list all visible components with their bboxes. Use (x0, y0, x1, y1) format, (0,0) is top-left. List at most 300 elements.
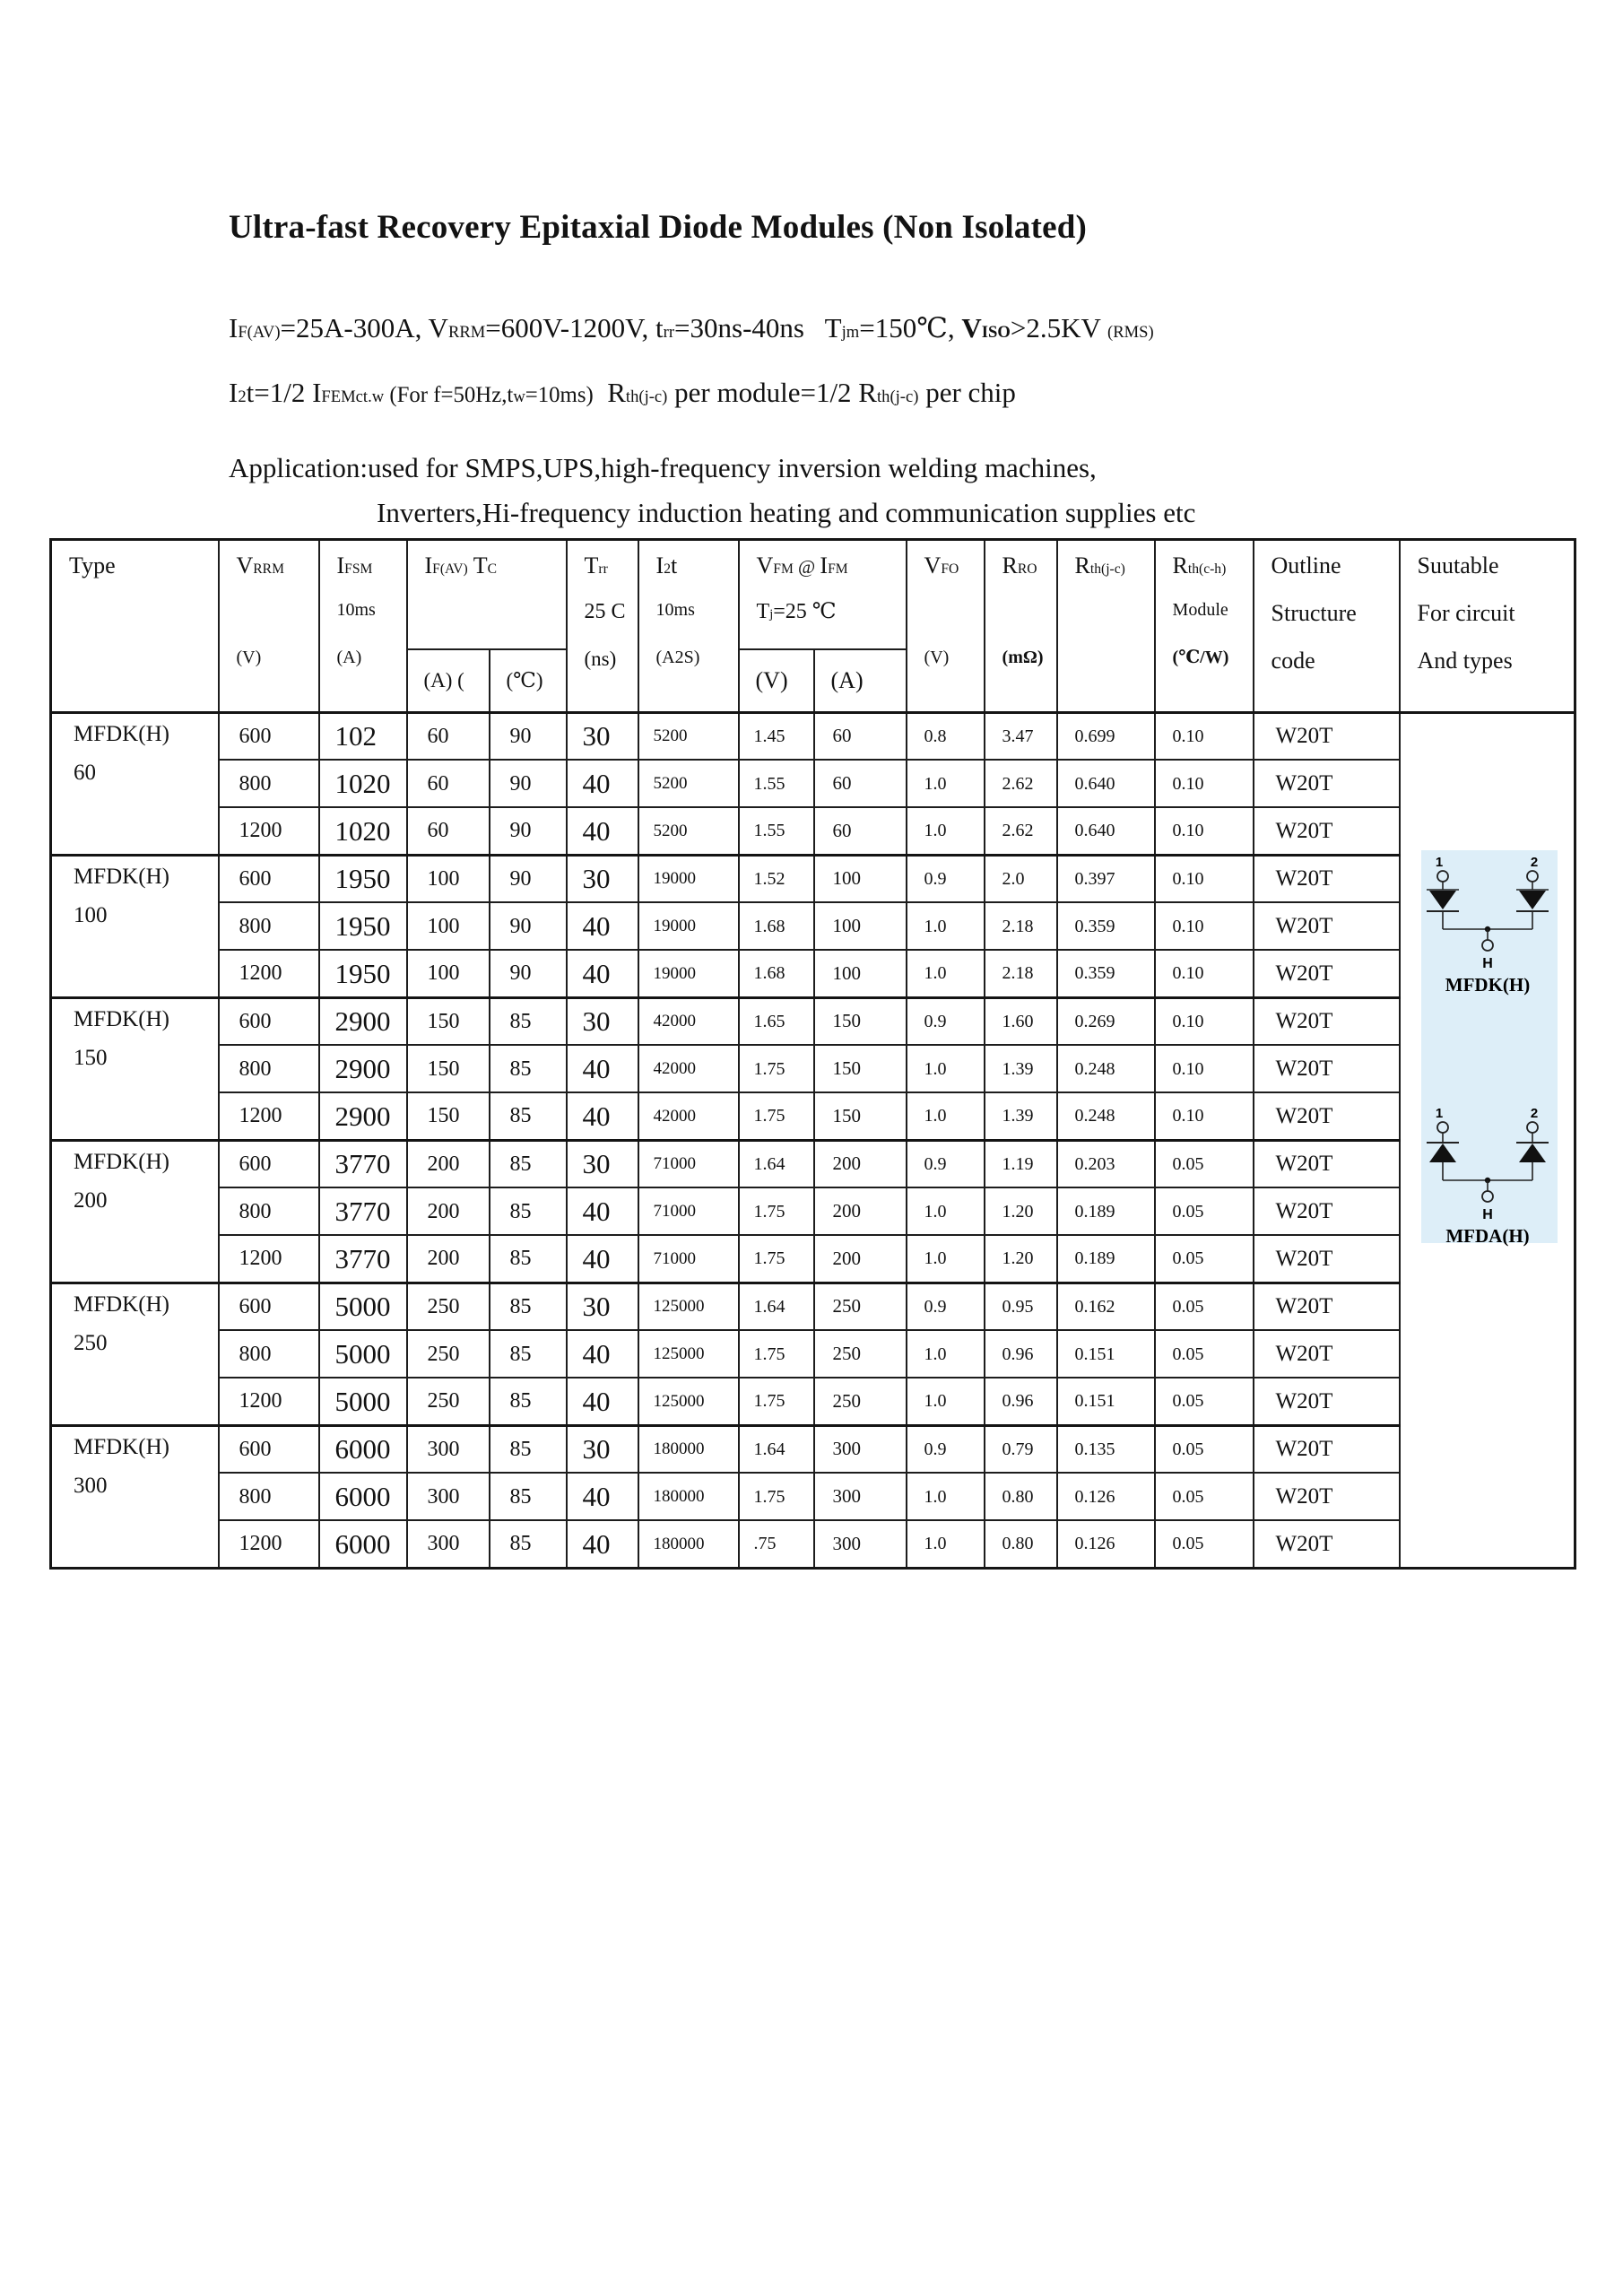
cell-vrrm: 800 (219, 760, 319, 807)
cell-i2t: 71000 (638, 1235, 739, 1283)
type-name: MFDK(H) (74, 864, 169, 889)
cell-rthjc: 0.248 (1057, 1045, 1155, 1092)
cell-i2t: 42000 (638, 997, 739, 1045)
cell-ifav: 60 (407, 760, 490, 807)
cell-code: W20T (1254, 997, 1400, 1045)
cell-rro: 2.18 (985, 902, 1057, 950)
column-header-outline-code: Outline Structure code (1254, 540, 1400, 713)
cell-trr: 40 (567, 1520, 638, 1568)
cell-vfm: 1.75 (739, 1330, 814, 1378)
type-size: 60 (74, 760, 96, 785)
cell-trr: 40 (567, 1378, 638, 1425)
cell-i2t: 125000 (638, 1283, 739, 1330)
cell-rthch: 0.10 (1155, 902, 1254, 950)
cell-i2t: 5200 (638, 760, 739, 807)
type-name: MFDK(H) (74, 1006, 169, 1031)
cell-vfo: 1.0 (907, 1092, 985, 1140)
cell-ifsm: 5000 (319, 1378, 407, 1425)
cell-ifav: 200 (407, 1187, 490, 1235)
cell-rro: 0.80 (985, 1473, 1057, 1520)
type-name: MFDK(H) (74, 721, 169, 746)
cell-rro: 1.60 (985, 997, 1057, 1045)
diagram-caption: MFDK(H) (1445, 974, 1531, 996)
cell-ifsm: 6000 (319, 1425, 407, 1473)
cell-tc: 85 (490, 1235, 567, 1283)
subheader-vfm-unit: (V) (739, 649, 814, 712)
cell-tc: 85 (490, 1473, 567, 1520)
cell-rthjc: 0.151 (1057, 1330, 1155, 1378)
cell-i2t: 5200 (638, 807, 739, 855)
type-name: MFDK(H) (74, 1434, 169, 1459)
column-header-vfo: VFO (V) (907, 540, 985, 713)
cell-tc: 90 (490, 855, 567, 902)
cell-rro: 0.96 (985, 1330, 1057, 1378)
cell-vfm: 1.68 (739, 902, 814, 950)
column-header-trr: Trr 25 C (ns) (567, 540, 638, 713)
cell-ifav: 150 (407, 997, 490, 1045)
table-row (51, 1425, 1575, 1473)
cell-ifsm: 1950 (319, 902, 407, 950)
cell-ifsm: 1020 (319, 760, 407, 807)
terminal-2-label: 2 (1530, 855, 1539, 870)
cell-ifsm: 102 (319, 712, 407, 760)
type-name: MFDK(H) (74, 1149, 169, 1174)
cell-rthjc: 0.126 (1057, 1473, 1155, 1520)
cell-code: W20T (1254, 855, 1400, 902)
table-row (51, 1092, 1575, 1140)
cell-ifm: 150 (814, 1045, 907, 1092)
cell-ifm: 100 (814, 950, 907, 997)
subheader-ifav-unit: (A) ( (407, 649, 490, 712)
cell-ifsm: 6000 (319, 1473, 407, 1520)
table-row (51, 712, 1575, 760)
cell-tc: 90 (490, 807, 567, 855)
cell-ifav: 200 (407, 1235, 490, 1283)
cell-vfm: 1.68 (739, 950, 814, 997)
spec-table (49, 538, 1576, 1570)
cell-rro: 0.80 (985, 1520, 1057, 1568)
cell-rro: 2.0 (985, 855, 1057, 902)
cell-ifm: 300 (814, 1473, 907, 1520)
cell-rro: 1.20 (985, 1187, 1057, 1235)
cell-ifsm: 1020 (319, 807, 407, 855)
cell-tc: 85 (490, 1378, 567, 1425)
column-header-rthjc: Rth(j-c) (1057, 540, 1155, 713)
cell-rthch: 0.05 (1155, 1187, 1254, 1235)
cell-rthch: 0.05 (1155, 1330, 1254, 1378)
table-row (51, 855, 1575, 902)
cell-rthjc: 0.189 (1057, 1235, 1155, 1283)
cell-type-group (51, 997, 219, 1140)
cell-tc: 85 (490, 1330, 567, 1378)
cell-type-group (51, 712, 219, 855)
cell-i2t: 180000 (638, 1425, 739, 1473)
cell-tc: 85 (490, 1283, 567, 1330)
cell-rthch: 0.10 (1155, 1092, 1254, 1140)
cell-code: W20T (1254, 807, 1400, 855)
cell-vfm: 1.64 (739, 1425, 814, 1473)
cell-code: W20T (1254, 950, 1400, 997)
cell-ifav: 200 (407, 1140, 490, 1187)
cell-i2t: 19000 (638, 950, 739, 997)
cell-vfm: 1.75 (739, 1378, 814, 1425)
table-row (51, 807, 1575, 855)
cell-vrrm: 600 (219, 1140, 319, 1187)
cell-ifm: 100 (814, 902, 907, 950)
cell-rthch: 0.05 (1155, 1235, 1254, 1283)
cell-code: W20T (1254, 1235, 1400, 1283)
cell-code: W20T (1254, 1187, 1400, 1235)
cell-tc: 85 (490, 1520, 567, 1568)
cell-type-group (51, 1283, 219, 1425)
cell-i2t: 71000 (638, 1140, 739, 1187)
cell-vrrm: 600 (219, 855, 319, 902)
cell-code: W20T (1254, 902, 1400, 950)
cell-vrrm: 600 (219, 1283, 319, 1330)
cell-code: W20T (1254, 760, 1400, 807)
cell-rro: 1.39 (985, 1092, 1057, 1140)
table-row (51, 1140, 1575, 1187)
cell-i2t: 5200 (638, 712, 739, 760)
column-header-i2t: I2t 10ms (A2S) (638, 540, 739, 713)
cell-tc: 90 (490, 712, 567, 760)
table-row (51, 902, 1575, 950)
cell-ifsm: 5000 (319, 1283, 407, 1330)
column-header-suitable: Suutable For circuit And types (1400, 540, 1575, 713)
cell-trr: 40 (567, 1045, 638, 1092)
cell-rthjc: 0.135 (1057, 1425, 1155, 1473)
column-header-vrrm: VRRM (V) (219, 540, 319, 713)
table-row (51, 950, 1575, 997)
cell-ifm: 150 (814, 997, 907, 1045)
cell-rthjc: 0.640 (1057, 807, 1155, 855)
type-size: 100 (74, 902, 108, 927)
cell-vfo: 1.0 (907, 950, 985, 997)
cell-vfo: 1.0 (907, 760, 985, 807)
cell-vrrm: 1200 (219, 1092, 319, 1140)
cell-vrrm: 800 (219, 1330, 319, 1378)
table-row (51, 1330, 1575, 1378)
cell-ifav: 100 (407, 902, 490, 950)
column-header-type: Type (51, 540, 219, 713)
cell-ifm: 250 (814, 1378, 907, 1425)
cell-rthjc: 0.640 (1057, 760, 1155, 807)
cell-vfo: 1.0 (907, 1473, 985, 1520)
column-header-ifsm: IFSM 10ms (A) (319, 540, 407, 713)
cell-vfo: 0.9 (907, 1140, 985, 1187)
cell-rthch: 0.05 (1155, 1425, 1254, 1473)
cell-trr: 40 (567, 1235, 638, 1283)
cell-code: W20T (1254, 1140, 1400, 1187)
cell-ifsm: 1950 (319, 855, 407, 902)
diagram-caption: MFDA(H) (1445, 1225, 1530, 1247)
cell-tc: 85 (490, 1045, 567, 1092)
cell-ifsm: 3770 (319, 1235, 407, 1283)
type-size: 250 (74, 1330, 108, 1355)
cell-type-group (51, 1425, 219, 1568)
cell-code: W20T (1254, 1283, 1400, 1330)
cell-ifav: 300 (407, 1520, 490, 1568)
application-line-2: Inverters,Hi-frequency induction heating and communication supplies etc (377, 497, 1196, 528)
cell-vrrm: 600 (219, 1425, 319, 1473)
cell-rthch: 0.10 (1155, 760, 1254, 807)
cell-code: W20T (1254, 1520, 1400, 1568)
cell-ifav: 300 (407, 1473, 490, 1520)
cell-vfo: 0.9 (907, 1283, 985, 1330)
cell-rthjc: 0.397 (1057, 855, 1155, 902)
cell-rro: 0.96 (985, 1378, 1057, 1425)
cell-ifsm: 2900 (319, 997, 407, 1045)
common-anode-diode-diagram (1421, 1105, 1558, 1248)
cell-i2t: 125000 (638, 1330, 739, 1378)
cell-vrrm: 1200 (219, 1378, 319, 1425)
cell-ifm: 150 (814, 1092, 907, 1140)
cell-ifm: 300 (814, 1520, 907, 1568)
cell-tc: 90 (490, 760, 567, 807)
terminal-2-label: 2 (1530, 1106, 1539, 1121)
cell-trr: 30 (567, 997, 638, 1045)
cell-ifm: 250 (814, 1330, 907, 1378)
cell-vfo: 1.0 (907, 1045, 985, 1092)
cell-trr: 40 (567, 1092, 638, 1140)
cell-rro: 0.79 (985, 1425, 1057, 1473)
cell-vrrm: 600 (219, 997, 319, 1045)
cell-rthch: 0.05 (1155, 1283, 1254, 1330)
cell-vfo: 1.0 (907, 1187, 985, 1235)
cell-rthch: 0.10 (1155, 807, 1254, 855)
cell-rthjc: 0.189 (1057, 1187, 1155, 1235)
cell-code: W20T (1254, 1378, 1400, 1425)
cell-rro: 1.19 (985, 1140, 1057, 1187)
cell-vfm: 1.75 (739, 1092, 814, 1140)
table-row (51, 1045, 1575, 1092)
cell-trr: 40 (567, 1187, 638, 1235)
cell-ifm: 60 (814, 807, 907, 855)
cell-rthjc: 0.151 (1057, 1378, 1155, 1425)
cell-i2t: 19000 (638, 902, 739, 950)
table-row (51, 1235, 1575, 1283)
table-row (51, 760, 1575, 807)
cell-rthjc: 0.248 (1057, 1092, 1155, 1140)
circuit-diagram-panel (1421, 850, 1558, 1247)
common-cathode-diode-diagram (1421, 854, 1558, 997)
cell-ifsm: 1950 (319, 950, 407, 997)
cell-trr: 40 (567, 1330, 638, 1378)
cell-vrrm: 800 (219, 1187, 319, 1235)
cell-rro: 1.39 (985, 1045, 1057, 1092)
cell-ifav: 60 (407, 712, 490, 760)
cell-code: W20T (1254, 1473, 1400, 1520)
cell-ifm: 250 (814, 1283, 907, 1330)
application-line-1: Application:used for SMPS,UPS,high-frequency inversion welding machines, (229, 452, 1097, 483)
cell-trr: 30 (567, 1283, 638, 1330)
cell-vfo: 1.0 (907, 1330, 985, 1378)
cell-rro: 2.18 (985, 950, 1057, 997)
cell-type-group (51, 1140, 219, 1283)
cell-i2t: 125000 (638, 1378, 739, 1425)
cell-rthch: 0.05 (1155, 1520, 1254, 1568)
cell-trr: 40 (567, 1473, 638, 1520)
table-row (51, 1378, 1575, 1425)
cell-ifav: 150 (407, 1092, 490, 1140)
cell-i2t: 71000 (638, 1187, 739, 1235)
cell-trr: 30 (567, 1140, 638, 1187)
spec-line-2: I2t=1/2 IFEMct.w (For f=50Hz,tw=10ms) Rth(j-c) per module=1/2 Rth(j-c) per chip (229, 377, 1016, 408)
cell-i2t: 42000 (638, 1045, 739, 1092)
cell-rthch: 0.10 (1155, 997, 1254, 1045)
cell-rthch: 0.10 (1155, 712, 1254, 760)
cell-ifm: 60 (814, 712, 907, 760)
column-header-rro: RRO (mΩ) (985, 540, 1057, 713)
cell-rthjc: 0.126 (1057, 1520, 1155, 1568)
type-size: 150 (74, 1045, 108, 1070)
cell-vrrm: 600 (219, 712, 319, 760)
cell-vfo: 1.0 (907, 1235, 985, 1283)
cell-trr: 30 (567, 1425, 638, 1473)
cell-ifm: 200 (814, 1140, 907, 1187)
cell-ifm: 200 (814, 1235, 907, 1283)
cell-tc: 85 (490, 1092, 567, 1140)
cell-ifsm: 6000 (319, 1520, 407, 1568)
cell-ifav: 250 (407, 1330, 490, 1378)
cell-vfm: 1.65 (739, 997, 814, 1045)
type-size: 300 (74, 1473, 108, 1498)
cell-tc: 85 (490, 1425, 567, 1473)
cell-ifsm: 3770 (319, 1187, 407, 1235)
cell-tc: 85 (490, 1140, 567, 1187)
table-row (51, 1473, 1575, 1520)
cell-vfm: 1.64 (739, 1140, 814, 1187)
cell-i2t: 180000 (638, 1473, 739, 1520)
cell-ifsm: 3770 (319, 1140, 407, 1187)
cell-rthch: 0.10 (1155, 1045, 1254, 1092)
cell-trr: 30 (567, 712, 638, 760)
cell-rthjc: 0.269 (1057, 997, 1155, 1045)
cell-ifav: 250 (407, 1283, 490, 1330)
cell-ifm: 100 (814, 855, 907, 902)
cell-vfo: 0.9 (907, 855, 985, 902)
cell-i2t: 180000 (638, 1520, 739, 1568)
cell-vfo: 1.0 (907, 1378, 985, 1425)
cell-vfm: .75 (739, 1520, 814, 1568)
cell-vfo: 0.9 (907, 997, 985, 1045)
table-row (51, 1283, 1575, 1330)
cell-type-group (51, 855, 219, 997)
cell-rthjc: 0.699 (1057, 712, 1155, 760)
cell-ifav: 150 (407, 1045, 490, 1092)
cell-trr: 40 (567, 760, 638, 807)
cell-rthjc: 0.359 (1057, 902, 1155, 950)
cell-vfo: 1.0 (907, 807, 985, 855)
cell-ifm: 300 (814, 1425, 907, 1473)
header-row-1 (51, 540, 1575, 650)
cell-ifav: 250 (407, 1378, 490, 1425)
cell-ifm: 200 (814, 1187, 907, 1235)
cell-trr: 30 (567, 855, 638, 902)
cell-rro: 2.62 (985, 807, 1057, 855)
cell-rthch: 0.05 (1155, 1378, 1254, 1425)
cell-vfm: 1.75 (739, 1187, 814, 1235)
column-header-vfm-ifm: VFM @ IFM Tj=25 ℃ (739, 540, 907, 650)
column-header-ifav-tc: IF(AV) TC (407, 540, 567, 650)
cell-vfo: 1.0 (907, 902, 985, 950)
cell-i2t: 19000 (638, 855, 739, 902)
table-body (51, 712, 1575, 1568)
table-row (51, 1520, 1575, 1568)
cell-vfo: 0.8 (907, 712, 985, 760)
spec-line-1: IF(AV)=25A-300A, VRRM=600V-1200V, trr=30ns-40ns Tjm=150℃, VISO>2.5KV (RMS) (229, 312, 1154, 344)
cell-ifav: 300 (407, 1425, 490, 1473)
cell-code: W20T (1254, 1092, 1400, 1140)
cell-i2t: 42000 (638, 1092, 739, 1140)
cell-vfm: 1.55 (739, 807, 814, 855)
cell-vrrm: 1200 (219, 807, 319, 855)
cell-vfm: 1.52 (739, 855, 814, 902)
cell-vfm: 1.64 (739, 1283, 814, 1330)
cell-rro: 0.95 (985, 1283, 1057, 1330)
terminal-1-label: 1 (1435, 855, 1444, 870)
cell-vfo: 0.9 (907, 1425, 985, 1473)
subheader-ifm-unit: (A) (814, 649, 907, 712)
cell-tc: 90 (490, 950, 567, 997)
cell-vrrm: 1200 (219, 1520, 319, 1568)
type-size: 200 (74, 1187, 108, 1213)
cell-ifsm: 2900 (319, 1045, 407, 1092)
cell-ifm: 60 (814, 760, 907, 807)
cell-tc: 85 (490, 1187, 567, 1235)
cell-rthjc: 0.162 (1057, 1283, 1155, 1330)
cell-rthch: 0.05 (1155, 1473, 1254, 1520)
page-title: Ultra-fast Recovery Epitaxial Diode Modules (Non Isolated) (229, 209, 1088, 246)
cell-tc: 85 (490, 997, 567, 1045)
cell-rthch: 0.05 (1155, 1140, 1254, 1187)
cell-trr: 40 (567, 902, 638, 950)
column-header-rthch: Rth(c-h) Module (℃/W) (1155, 540, 1254, 713)
cell-ifav: 60 (407, 807, 490, 855)
cell-ifav: 100 (407, 855, 490, 902)
cell-vfo: 1.0 (907, 1520, 985, 1568)
subheader-tc-unit: (℃) (490, 649, 567, 712)
type-name: MFDK(H) (74, 1292, 169, 1317)
cell-tc: 90 (490, 902, 567, 950)
cell-vrrm: 800 (219, 1473, 319, 1520)
cell-rthjc: 0.203 (1057, 1140, 1155, 1187)
cell-ifav: 100 (407, 950, 490, 997)
cell-vrrm: 800 (219, 1045, 319, 1092)
common-terminal-label: H (1482, 1207, 1493, 1222)
cell-code: W20T (1254, 1425, 1400, 1473)
common-terminal-label: H (1482, 956, 1493, 971)
cell-code: W20T (1254, 712, 1400, 760)
cell-vrrm: 1200 (219, 1235, 319, 1283)
cell-ifsm: 2900 (319, 1092, 407, 1140)
cell-vfm: 1.75 (739, 1235, 814, 1283)
cell-rro: 2.62 (985, 760, 1057, 807)
cell-rthch: 0.10 (1155, 855, 1254, 902)
cell-vrrm: 1200 (219, 950, 319, 997)
table-row (51, 1187, 1575, 1235)
cell-rro: 1.20 (985, 1235, 1057, 1283)
cell-trr: 40 (567, 807, 638, 855)
table-row (51, 997, 1575, 1045)
cell-code: W20T (1254, 1045, 1400, 1092)
cell-vfm: 1.75 (739, 1473, 814, 1520)
cell-vfm: 1.55 (739, 760, 814, 807)
cell-vrrm: 800 (219, 902, 319, 950)
cell-rro: 3.47 (985, 712, 1057, 760)
cell-vfm: 1.75 (739, 1045, 814, 1092)
terminal-1-label: 1 (1435, 1106, 1444, 1121)
